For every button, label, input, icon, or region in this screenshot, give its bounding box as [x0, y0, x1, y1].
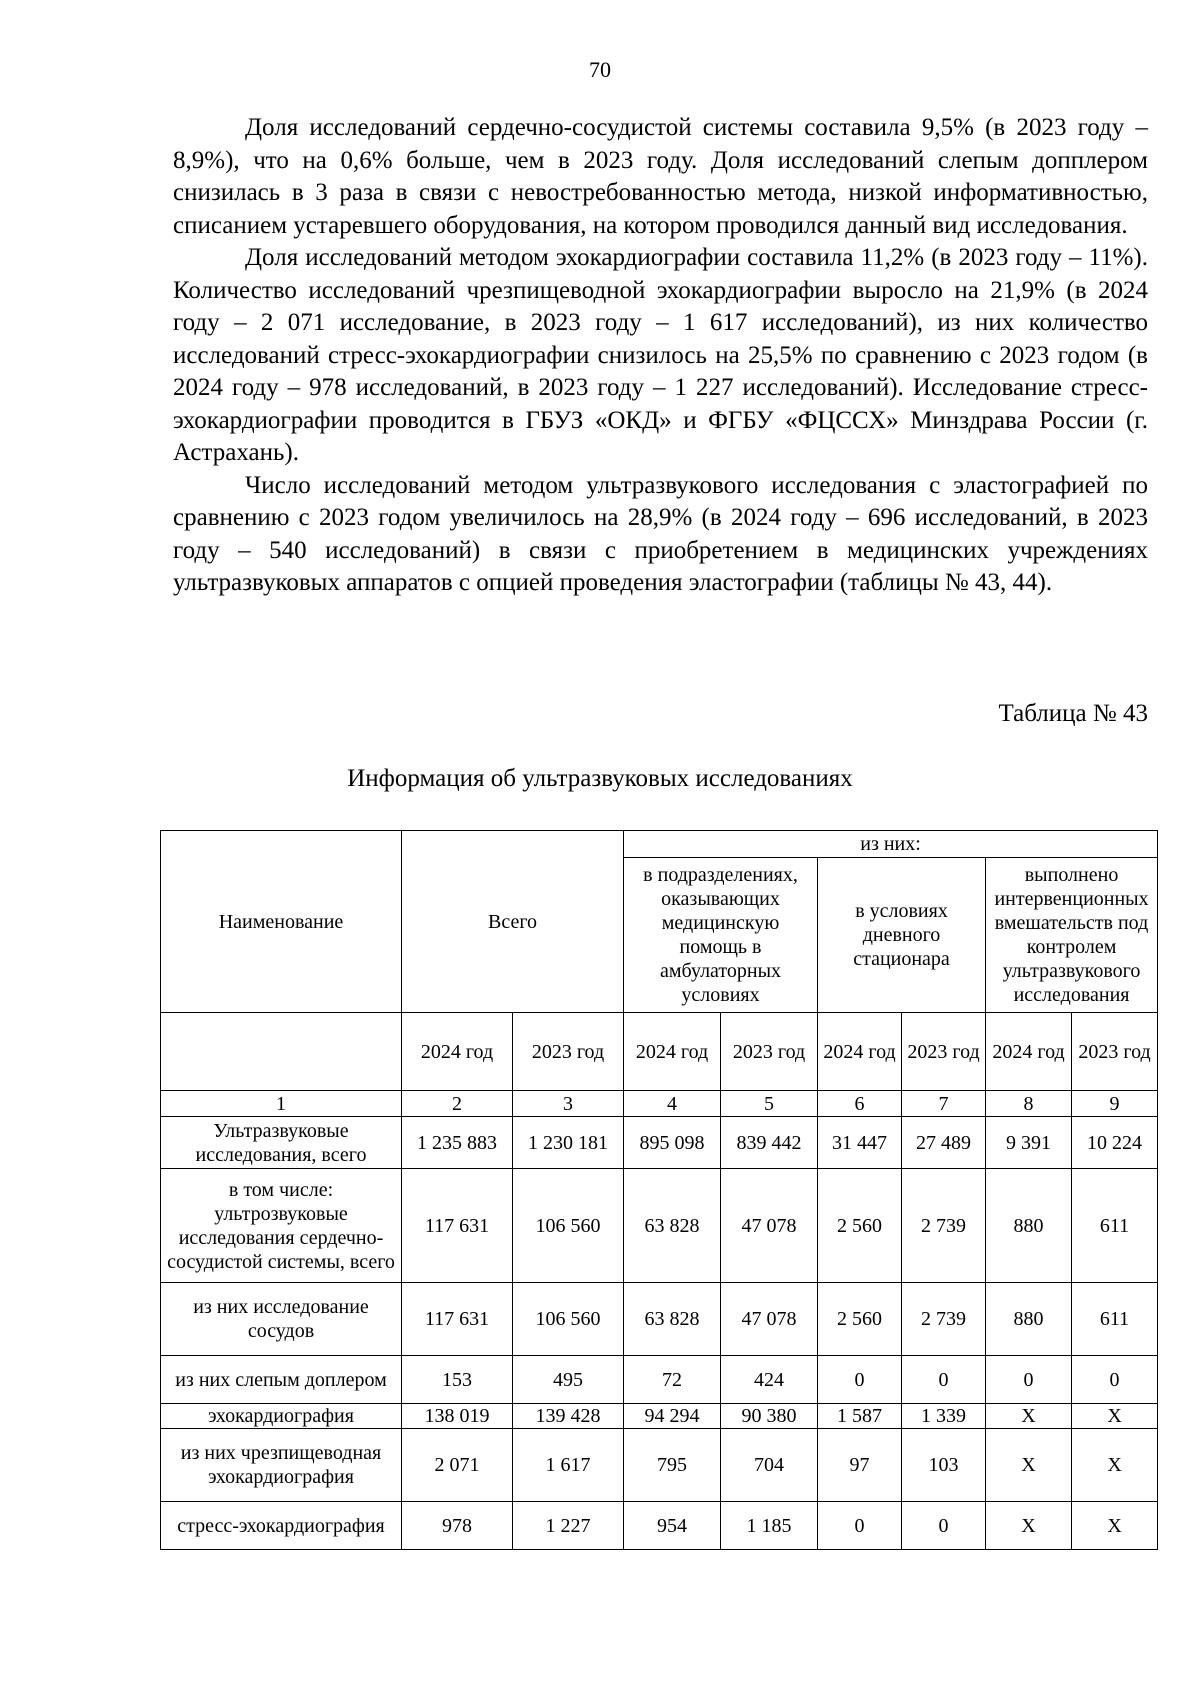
table-row [161, 1169, 1158, 1283]
table-cell: 1 617 [513, 1429, 624, 1502]
table-row [161, 1502, 1158, 1550]
table-cell: 611 [1072, 1283, 1158, 1356]
table-cell: 139 428 [513, 1404, 624, 1429]
table-cell: 94 294 [624, 1404, 721, 1429]
table-cell: 0 [902, 1502, 986, 1550]
table-cell: 954 [624, 1502, 721, 1550]
table-cell: 1 230 181 [513, 1117, 624, 1169]
header-interventions: выполнено интервенционных вмешательств под контролем ультразвукового исследования [986, 858, 1158, 1013]
table-row [161, 1404, 1158, 1429]
year-2023-col: 2023 год [513, 1013, 624, 1091]
paragraph-3: Число исследований методом ультразвукового исследования с эластографией по сравнению с 2023 годом увеличилось на 28,9% (в 2024 году – 696 исследований, в 2023 году – 540 исследований) в связи с приобретением в медицинских учреждениях ультразвуковых аппаратов с опцией проведения эластографии (таблицы № 43, 44). [173, 471, 1148, 596]
header-outpatient: в подразделениях, оказывающих медицинскую помощь в амбулаторных условиях [624, 858, 818, 1013]
column-number: 3 [513, 1091, 624, 1117]
column-number: 5 [721, 1091, 818, 1117]
table-cell: 117 631 [402, 1169, 513, 1283]
table-cell: 2 071 [402, 1429, 513, 1502]
table-cell: 795 [624, 1429, 721, 1502]
table-cell: 0 [902, 1356, 986, 1404]
ultrasound-table [160, 830, 1158, 1550]
table-cell: 1 339 [902, 1404, 986, 1429]
table-cell: 880 [986, 1169, 1072, 1283]
table-cell: 106 560 [513, 1283, 624, 1356]
row-label: в том числе: ультрозвуковые исследования сердечно-сосудистой системы, всего [161, 1169, 402, 1283]
table-cell: 117 631 [402, 1283, 513, 1356]
table-cell: 2 560 [818, 1169, 902, 1283]
table-cell: 9 391 [986, 1117, 1072, 1169]
year-2023-col: 2023 год [1072, 1013, 1158, 1091]
table-row [161, 1356, 1158, 1404]
table-row [161, 1283, 1158, 1356]
table-cell: 31 447 [818, 1117, 902, 1169]
table-cell: 880 [986, 1283, 1072, 1356]
column-number: 4 [624, 1091, 721, 1117]
column-number: 2 [402, 1091, 513, 1117]
row-label: стресс-эхокардиография [161, 1502, 402, 1550]
paragraph-2: Доля исследований методом эхокардиографии составила 11,2% (в 2023 году – 11%). Количество исследований чрезпищеводной эхокардиографии выросло на 21,9% (в 2024 году – 2 071 исследование, в 2023 году – 1 617 исследований), из них количество исследований стресс-эхокардиографии снизилось на 25,5% по сравнению с 2023 годом (в 2024 году – 978 исследований, в 2023 году – 1 227 исследований). Исследование стресс-эхокардиографии проводится в ГБУЗ «ОКД» и ФГБУ «ФЦССХ» Минздрава России (г. Астрахань). [173, 244, 1148, 466]
table-cell: 895 098 [624, 1117, 721, 1169]
table-cell: 47 078 [721, 1283, 818, 1356]
table-cell: Х [986, 1404, 1072, 1429]
year-2023-col: 2023 год [721, 1013, 818, 1091]
header-of-them: из них: [624, 831, 1158, 858]
table-cell: 978 [402, 1502, 513, 1550]
header-name: Наименование [161, 831, 402, 1013]
column-number: 7 [902, 1091, 986, 1117]
table-cell: 106 560 [513, 1169, 624, 1283]
table-cell: 153 [402, 1356, 513, 1404]
table-cell: 138 019 [402, 1404, 513, 1429]
column-number: 9 [1072, 1091, 1158, 1117]
table-cell: 704 [721, 1429, 818, 1502]
table-row [161, 1117, 1158, 1169]
column-number: 1 [161, 1091, 402, 1117]
table-cell: 90 380 [721, 1404, 818, 1429]
table-cell: Х [1072, 1404, 1158, 1429]
header-total: Всего [402, 831, 624, 1013]
table-caption: Таблица № 43 [998, 700, 1148, 727]
body-text [173, 112, 1148, 600]
row-label: из них чрезпищеводная эхокардиография [161, 1429, 402, 1502]
table-cell: 2 739 [902, 1169, 986, 1283]
table-title: Информация об ультразвуковых исследованиях [347, 765, 853, 792]
table-cell: 0 [818, 1502, 902, 1550]
table-cell: 839 442 [721, 1117, 818, 1169]
table-cell: 2 560 [818, 1283, 902, 1356]
year-2024-col: 2024 год [402, 1013, 513, 1091]
table-cell: 72 [624, 1356, 721, 1404]
table-cell: 0 [818, 1356, 902, 1404]
table-cell: Х [1072, 1429, 1158, 1502]
table-cell: 2 739 [902, 1283, 986, 1356]
year-empty [161, 1013, 402, 1091]
table-cell: 424 [721, 1356, 818, 1404]
year-2023-col: 2023 год [902, 1013, 986, 1091]
column-number: 8 [986, 1091, 1072, 1117]
row-label: эхокардиография [161, 1404, 402, 1429]
table-cell: Х [986, 1502, 1072, 1550]
table-cell: 47 078 [721, 1169, 818, 1283]
table-cell: 1 235 883 [402, 1117, 513, 1169]
table-cell: Х [986, 1429, 1072, 1502]
header-day-hospital: в условиях дневного стационара [818, 858, 986, 1013]
table-cell: 495 [513, 1356, 624, 1404]
table-cell: 63 828 [624, 1283, 721, 1356]
table-cell: 0 [986, 1356, 1072, 1404]
table-cell: 1 227 [513, 1502, 624, 1550]
table-cell: 611 [1072, 1169, 1158, 1283]
row-label: из них исследование сосудов [161, 1283, 402, 1356]
table-cell: 63 828 [624, 1169, 721, 1283]
table-cell: Х [1072, 1502, 1158, 1550]
year-2024-col: 2024 год [986, 1013, 1072, 1091]
year-2024-col: 2024 год [818, 1013, 902, 1091]
table-cell: 103 [902, 1429, 986, 1502]
table-cell: 1 185 [721, 1502, 818, 1550]
table-cell: 10 224 [1072, 1117, 1158, 1169]
row-label: из них слепым доплером [161, 1356, 402, 1404]
table-row [161, 1429, 1158, 1502]
column-number: 6 [818, 1091, 902, 1117]
table-cell: 0 [1072, 1356, 1158, 1404]
table-cell: 97 [818, 1429, 902, 1502]
page-number: 70 [589, 57, 611, 82]
paragraph-1: Доля исследований сердечно-сосудистой системы составила 9,5% (в 2023 году – 8,9%), что на 0,6% больше, чем в 2023 году. Доля исследований слепым допплером снизилась в 3 раза в связи с невостребованностью метода, низкой информативностью, списанием устаревшего оборудования, на котором проводился данный вид исследования. [173, 114, 1148, 239]
year-2024-col: 2024 год [624, 1013, 721, 1091]
table-cell: 1 587 [818, 1404, 902, 1429]
table-cell: 27 489 [902, 1117, 986, 1169]
row-label: Ультразвуковые исследования, всего [161, 1117, 402, 1169]
